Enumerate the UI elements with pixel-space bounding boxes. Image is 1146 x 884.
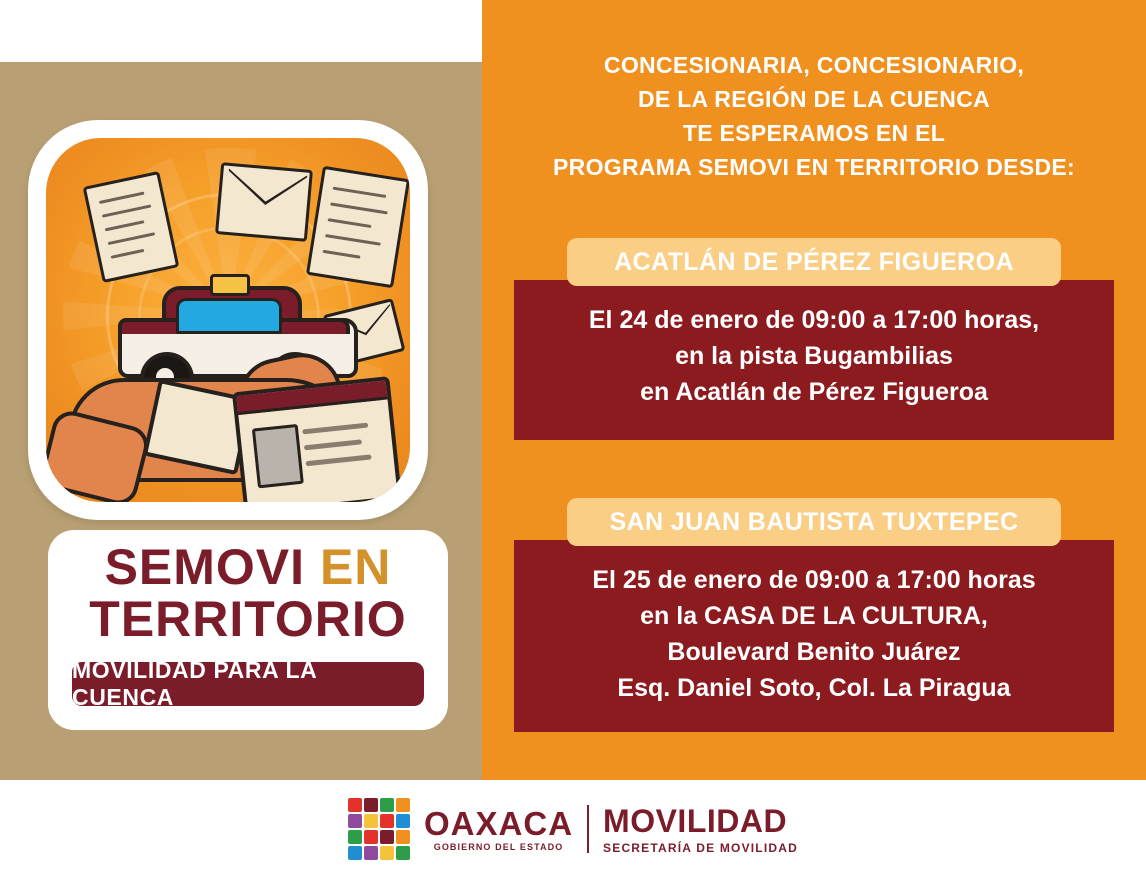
program-title-line-2: TERRITORIO: [89, 591, 407, 647]
title-block: [20, 530, 460, 750]
left-panel-inner: [0, 62, 482, 780]
event-detail-line: El 25 de enero de 09:00 a 17:00 horas: [592, 566, 1036, 594]
brand-wordmarks: [424, 802, 798, 855]
headline-line: DE LA REGIÓN DE LA CUENCA: [637, 86, 991, 113]
event-title: SAN JUAN BAUTISTA TUXTEPEC: [567, 498, 1061, 546]
headline-line: CONCESIONARIA, CONCESIONARIO,: [603, 52, 1025, 78]
headline-line: TE ESPERAMOS EN EL: [682, 120, 946, 147]
program-title-line-1: [48, 539, 448, 595]
headline-line: PROGRAMA SEMOVI EN TERRITORIO DESDE:: [553, 154, 1075, 181]
event-detail-line: El 24 de enero de 09:00 a 17:00 horas,: [588, 306, 1040, 334]
event-detail-line: Esq. Daniel Soto, Col. La Piragua: [617, 674, 1011, 702]
footer-brand: [348, 798, 798, 860]
oaxaca-logo-icon: [348, 798, 410, 860]
app-icon-illustration: [46, 138, 410, 502]
document-icon: [306, 166, 410, 288]
oaxaca-subtitle: GOBIERNO DEL ESTADO: [433, 841, 564, 852]
event-details: [514, 280, 1114, 440]
event-detail-line: en la pista Bugambilias: [675, 342, 953, 370]
left-panel: [0, 62, 482, 780]
oaxaca-wordmark: [424, 804, 574, 852]
event-detail-line: Boulevard Benito Juárez: [667, 638, 961, 666]
event-details: [514, 540, 1114, 732]
movilidad-wordmark: [603, 802, 798, 855]
footer: [0, 780, 1146, 884]
movilidad-subtitle: SECRETARÍA DE MOVILIDAD: [603, 840, 798, 855]
right-panel: [482, 0, 1146, 780]
movilidad-title: MOVILIDAD: [603, 802, 788, 839]
headline: [482, 48, 1146, 184]
taxi-sign-icon: [210, 274, 250, 296]
program-title-en: EN: [319, 539, 392, 595]
event-card: [482, 238, 1146, 440]
envelope-flap-icon: [218, 165, 309, 238]
program-subtitle-bar: MOVILIDAD PARA LA CUENCA: [72, 662, 424, 706]
title-card: [48, 530, 448, 730]
event-card: [482, 498, 1146, 732]
car-window: [176, 298, 282, 334]
brand-divider: [587, 805, 589, 853]
id-card-photo: [252, 424, 304, 488]
envelope-icon: [215, 162, 313, 242]
event-detail-line: en Acatlán de Pérez Figueroa: [640, 378, 988, 406]
app-icon-card: [28, 120, 428, 520]
id-card-icon: [232, 376, 402, 502]
program-title-semovi: SEMOVI: [104, 539, 306, 595]
event-detail-line: en la CASA DE LA CULTURA,: [640, 602, 988, 630]
event-title: ACATLÁN DE PÉREZ FIGUEROA: [567, 238, 1061, 286]
oaxaca-title: OAXACA: [424, 804, 574, 842]
